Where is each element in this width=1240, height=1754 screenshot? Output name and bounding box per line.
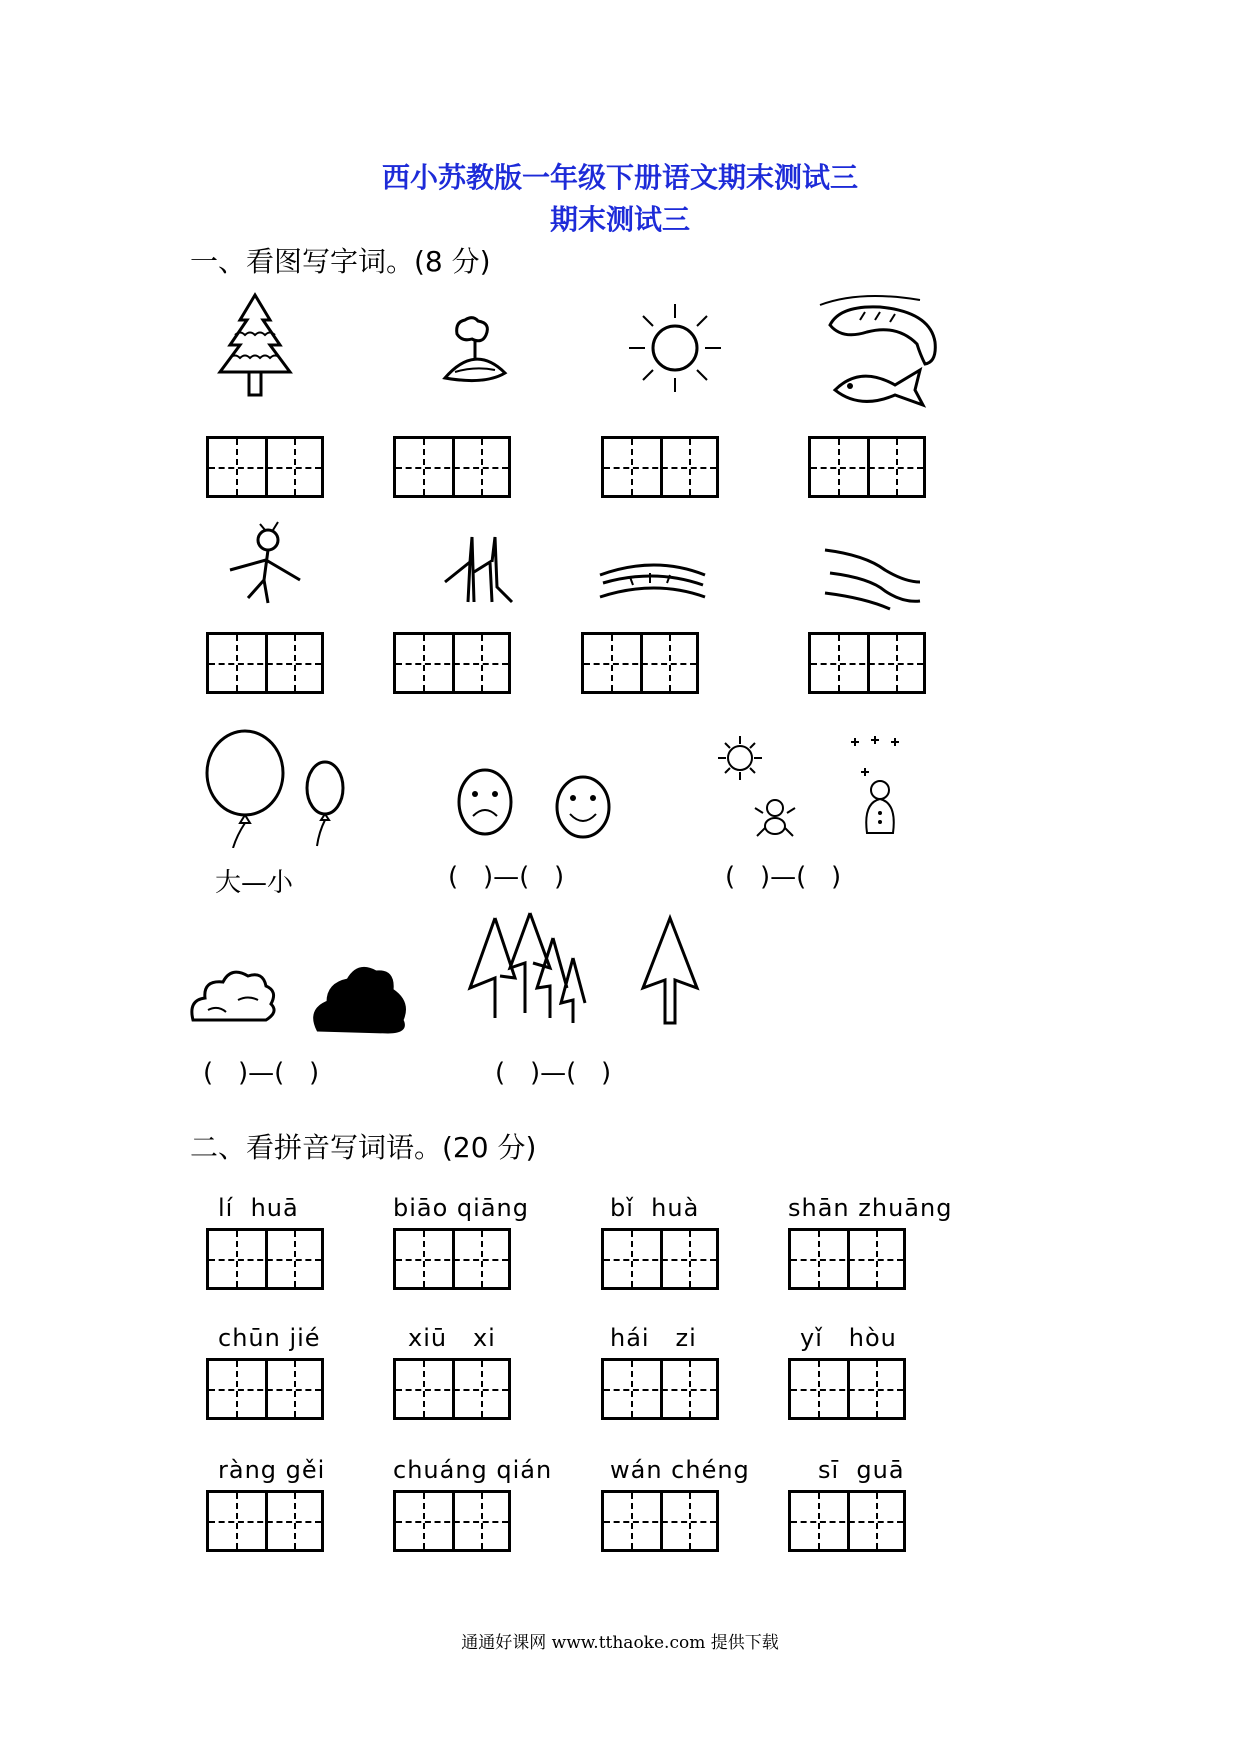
sad-face-icon — [455, 762, 615, 847]
pair-label[interactable]: ( )—( ) — [203, 1058, 320, 1088]
pinyin-label: biāo qiāng — [393, 1194, 529, 1222]
bridge-icon — [595, 555, 710, 600]
writing-box[interactable] — [788, 1490, 906, 1552]
happy-face-icon — [557, 777, 609, 837]
pair-label: 大—小 — [215, 868, 294, 898]
sun-icon — [625, 300, 725, 395]
light-bush-icon — [188, 950, 413, 1040]
pair-label[interactable]: ( )—( ) — [725, 862, 842, 892]
pinyin-label: chuáng qián — [393, 1456, 553, 1484]
writing-box[interactable] — [581, 632, 699, 694]
pair-label[interactable]: ( )—( ) — [495, 1058, 612, 1088]
writing-box[interactable] — [393, 632, 511, 694]
dark-bush-icon — [315, 968, 405, 1032]
pinyin-label: sī guā — [818, 1456, 905, 1484]
writing-box[interactable] — [601, 436, 719, 498]
person-icon — [220, 518, 310, 608]
shrimp-fish-icon — [815, 290, 955, 415]
writing-box[interactable] — [601, 1228, 719, 1290]
writing-box[interactable] — [206, 1228, 324, 1290]
pair-label[interactable]: ( )—( ) — [448, 862, 565, 892]
water-icon — [815, 545, 925, 615]
writing-box[interactable] — [808, 436, 926, 498]
writing-box[interactable] — [206, 632, 324, 694]
small-balloon-icon — [307, 762, 343, 814]
section-2-heading: 二、看拼音写词语。(20 分) — [190, 1131, 537, 1164]
writing-box[interactable] — [808, 632, 926, 694]
many-trees-icon — [465, 908, 705, 1028]
writing-box[interactable] — [393, 1358, 511, 1420]
big-balloon-icon — [200, 728, 350, 848]
writing-box[interactable] — [206, 1490, 324, 1552]
wood-icon — [440, 532, 520, 607]
writing-box[interactable] — [788, 1228, 906, 1290]
one-tree-icon — [643, 918, 697, 1023]
writing-box[interactable] — [206, 436, 324, 498]
footer-text: 通通好课网 www.tthaoke.com 提供下载 — [461, 1633, 779, 1653]
pinyin-label: shān zhuāng — [788, 1194, 953, 1222]
lotus-icon — [440, 310, 520, 390]
pinyin-label: chūn jié — [218, 1324, 321, 1352]
section-1-heading: 一、看图写字词。(8 分) — [190, 245, 491, 278]
page-title: 西小苏教版一年级下册语文期末测试三 — [381, 161, 858, 194]
sun-ant-icon — [715, 728, 915, 843]
writing-box[interactable] — [393, 1490, 511, 1552]
pinyin-label: xiū xi — [408, 1324, 496, 1352]
tree-icon — [205, 290, 305, 400]
writing-box[interactable] — [788, 1358, 906, 1420]
pinyin-label: lí huā — [218, 1194, 299, 1222]
writing-box[interactable] — [601, 1358, 719, 1420]
pinyin-label: wán chéng — [610, 1456, 750, 1484]
pinyin-label: hái zi — [610, 1324, 697, 1352]
writing-box[interactable] — [601, 1490, 719, 1552]
pinyin-label: ràng gěi — [218, 1456, 326, 1484]
page-subtitle: 期末测试三 — [549, 203, 690, 236]
snowman-icon — [851, 736, 899, 833]
writing-box[interactable] — [206, 1358, 324, 1420]
pinyin-label: yǐ hòu — [800, 1324, 897, 1352]
pinyin-label: bǐ huà — [610, 1194, 700, 1222]
writing-box[interactable] — [393, 1228, 511, 1290]
writing-box[interactable] — [393, 436, 511, 498]
